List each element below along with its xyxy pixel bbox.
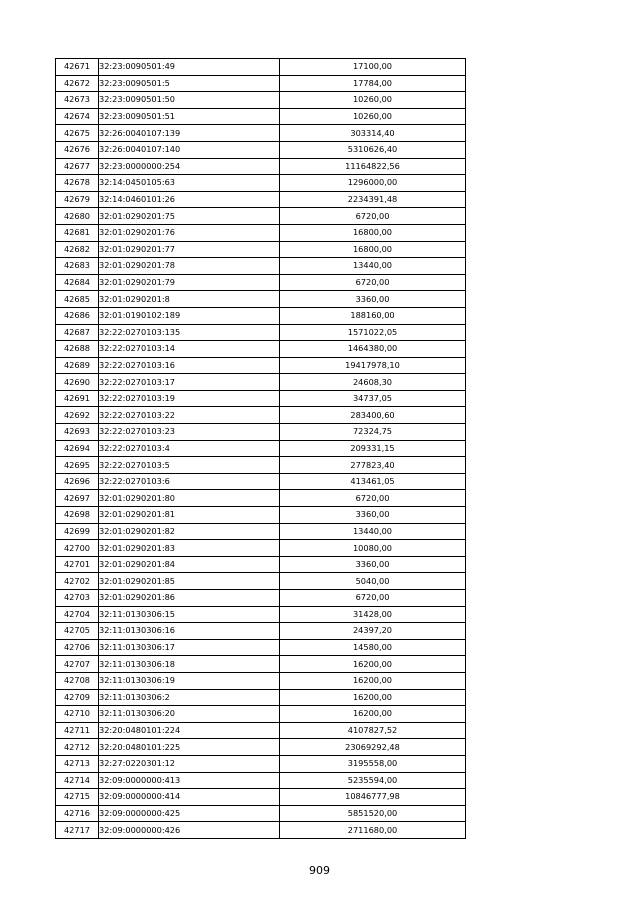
value-cell: 13440,00 <box>280 258 466 275</box>
cadastral-number-cell: 32:23:0090501:51 <box>99 108 280 125</box>
row-number-cell: 42717 <box>56 822 99 839</box>
cadastral-number-cell: 32:22:0270103:16 <box>99 357 280 374</box>
table-row <box>56 623 466 640</box>
table-row <box>56 191 466 208</box>
row-number-cell: 42691 <box>56 390 99 407</box>
row-number-cell: 42694 <box>56 440 99 457</box>
table-row <box>56 606 466 623</box>
row-number-cell: 42699 <box>56 523 99 540</box>
cadastral-number-cell: 32:22:0270103:23 <box>99 424 280 441</box>
table-row <box>56 424 466 441</box>
cadastral-number-cell: 32:01:0290201:75 <box>99 208 280 225</box>
value-cell: 10260,00 <box>280 92 466 109</box>
table-row <box>56 689 466 706</box>
cadastral-number-cell: 32:01:0290201:79 <box>99 274 280 291</box>
row-number-cell: 42692 <box>56 407 99 424</box>
table-row <box>56 556 466 573</box>
row-number-cell: 42689 <box>56 357 99 374</box>
value-cell: 31428,00 <box>280 606 466 623</box>
value-cell: 24397,20 <box>280 623 466 640</box>
cadastral-number-cell: 32:20:0480101:225 <box>99 739 280 756</box>
row-number-cell: 42716 <box>56 805 99 822</box>
value-cell: 1464380,00 <box>280 341 466 358</box>
cadastral-number-cell: 32:22:0270103:14 <box>99 341 280 358</box>
cadastral-number-cell: 32:26:0040107:140 <box>99 141 280 158</box>
cadastral-number-cell: 32:01:0290201:8 <box>99 291 280 308</box>
row-number-cell: 42683 <box>56 258 99 275</box>
value-cell: 3360,00 <box>280 291 466 308</box>
value-cell: 10846777,98 <box>280 789 466 806</box>
value-cell: 6720,00 <box>280 274 466 291</box>
value-cell: 23069292,48 <box>280 739 466 756</box>
value-cell: 303314,40 <box>280 125 466 142</box>
cadastral-number-cell: 32:22:0270103:19 <box>99 390 280 407</box>
table-row <box>56 374 466 391</box>
value-cell: 17784,00 <box>280 75 466 92</box>
value-cell: 5235594,00 <box>280 772 466 789</box>
cadastral-number-cell: 32:23:0090501:5 <box>99 75 280 92</box>
cadastral-number-cell: 32:09:0000000:425 <box>99 805 280 822</box>
row-number-cell: 42709 <box>56 689 99 706</box>
value-cell: 5040,00 <box>280 573 466 590</box>
row-number-cell: 42696 <box>56 473 99 490</box>
value-cell: 5310626,40 <box>280 141 466 158</box>
cadastral-number-cell: 32:01:0290201:83 <box>99 540 280 557</box>
value-cell: 10260,00 <box>280 108 466 125</box>
value-cell: 413461,05 <box>280 473 466 490</box>
value-cell: 13440,00 <box>280 523 466 540</box>
table-row <box>56 341 466 358</box>
table-row <box>56 141 466 158</box>
cadastral-number-cell: 32:09:0000000:426 <box>99 822 280 839</box>
table-row <box>56 755 466 772</box>
table-row <box>56 540 466 557</box>
table-row <box>56 258 466 275</box>
table-row <box>56 291 466 308</box>
row-number-cell: 42686 <box>56 307 99 324</box>
cadastral-number-cell: 32:22:0270103:6 <box>99 473 280 490</box>
table-row <box>56 672 466 689</box>
row-number-cell: 42682 <box>56 241 99 258</box>
cadastral-number-cell: 32:01:0190102:189 <box>99 307 280 324</box>
cadastral-number-cell: 32:20:0480101:224 <box>99 722 280 739</box>
cadastral-number-cell: 32:01:0290201:86 <box>99 590 280 607</box>
table-row <box>56 59 466 76</box>
table-row <box>56 175 466 192</box>
row-number-cell: 42679 <box>56 191 99 208</box>
row-number-cell: 42702 <box>56 573 99 590</box>
row-number-cell: 42675 <box>56 125 99 142</box>
table-row <box>56 772 466 789</box>
row-number-cell: 42674 <box>56 108 99 125</box>
row-number-cell: 42685 <box>56 291 99 308</box>
table-row <box>56 473 466 490</box>
value-cell: 11164822,56 <box>280 158 466 175</box>
table-row <box>56 739 466 756</box>
cadastral-number-cell: 32:26:0040107:139 <box>99 125 280 142</box>
value-cell: 3360,00 <box>280 556 466 573</box>
value-cell: 34737,05 <box>280 390 466 407</box>
cadastral-number-cell: 32:11:0130306:15 <box>99 606 280 623</box>
cadastral-number-cell: 32:01:0290201:76 <box>99 224 280 241</box>
row-number-cell: 42706 <box>56 639 99 656</box>
cadastral-number-cell: 32:11:0130306:17 <box>99 639 280 656</box>
row-number-cell: 42681 <box>56 224 99 241</box>
row-number-cell: 42713 <box>56 755 99 772</box>
cadastral-number-cell: 32:23:0090501:49 <box>99 59 280 76</box>
value-cell: 277823,40 <box>280 457 466 474</box>
cadastral-number-cell: 32:11:0130306:2 <box>99 689 280 706</box>
table-row <box>56 274 466 291</box>
row-number-cell: 42710 <box>56 706 99 723</box>
cadastral-number-cell: 32:11:0130306:19 <box>99 672 280 689</box>
cadastral-number-cell: 32:22:0270103:17 <box>99 374 280 391</box>
cadastral-number-cell: 32:09:0000000:414 <box>99 789 280 806</box>
value-cell: 3195558,00 <box>280 755 466 772</box>
cadastral-number-cell: 32:23:0090501:50 <box>99 92 280 109</box>
value-cell: 6720,00 <box>280 590 466 607</box>
cadastral-number-cell: 32:09:0000000:413 <box>99 772 280 789</box>
table-row <box>56 457 466 474</box>
row-number-cell: 42697 <box>56 490 99 507</box>
row-number-cell: 42708 <box>56 672 99 689</box>
value-cell: 1571022,05 <box>280 324 466 341</box>
row-number-cell: 42672 <box>56 75 99 92</box>
table-row <box>56 656 466 673</box>
cadastral-number-cell: 32:14:0460101:26 <box>99 191 280 208</box>
table-row <box>56 490 466 507</box>
row-number-cell: 42705 <box>56 623 99 640</box>
table-row <box>56 407 466 424</box>
table-row <box>56 440 466 457</box>
row-number-cell: 42714 <box>56 772 99 789</box>
value-cell: 6720,00 <box>280 490 466 507</box>
value-cell: 10080,00 <box>280 540 466 557</box>
value-cell: 16800,00 <box>280 241 466 258</box>
table-row <box>56 390 466 407</box>
value-cell: 16200,00 <box>280 706 466 723</box>
value-cell: 16800,00 <box>280 224 466 241</box>
row-number-cell: 42676 <box>56 141 99 158</box>
cadastral-number-cell: 32:01:0290201:77 <box>99 241 280 258</box>
row-number-cell: 42703 <box>56 590 99 607</box>
table-row <box>56 805 466 822</box>
cadastral-number-cell: 32:22:0270103:22 <box>99 407 280 424</box>
row-number-cell: 42707 <box>56 656 99 673</box>
value-cell: 209331,15 <box>280 440 466 457</box>
table-row <box>56 75 466 92</box>
cadastral-number-cell: 32:14:0450105:63 <box>99 175 280 192</box>
row-number-cell: 42711 <box>56 722 99 739</box>
cadastral-number-cell: 32:27:0220301:12 <box>99 755 280 772</box>
table-row <box>56 158 466 175</box>
cadastral-number-cell: 32:01:0290201:81 <box>99 507 280 524</box>
row-number-cell: 42687 <box>56 324 99 341</box>
value-cell: 4107827,52 <box>280 722 466 739</box>
value-cell: 6720,00 <box>280 208 466 225</box>
value-cell: 16200,00 <box>280 656 466 673</box>
row-number-cell: 42698 <box>56 507 99 524</box>
table-row <box>56 108 466 125</box>
row-number-cell: 42684 <box>56 274 99 291</box>
row-number-cell: 42673 <box>56 92 99 109</box>
cadastral-number-cell: 32:22:0270103:135 <box>99 324 280 341</box>
table-row <box>56 307 466 324</box>
value-cell: 188160,00 <box>280 307 466 324</box>
row-number-cell: 42688 <box>56 341 99 358</box>
table-row <box>56 357 466 374</box>
row-number-cell: 42700 <box>56 540 99 557</box>
value-cell: 1296000,00 <box>280 175 466 192</box>
cadastral-number-cell: 32:22:0270103:4 <box>99 440 280 457</box>
page-number: 909 <box>309 864 330 877</box>
value-cell: 72324,75 <box>280 424 466 441</box>
table-row <box>56 639 466 656</box>
row-number-cell: 42693 <box>56 424 99 441</box>
cadastral-value-table <box>55 58 466 839</box>
table-row <box>56 789 466 806</box>
cadastral-number-cell: 32:23:0000000:254 <box>99 158 280 175</box>
table-row <box>56 208 466 225</box>
table-row <box>56 573 466 590</box>
value-cell: 14580,00 <box>280 639 466 656</box>
table-row <box>56 706 466 723</box>
table-row <box>56 523 466 540</box>
table-row <box>56 241 466 258</box>
cadastral-number-cell: 32:01:0290201:78 <box>99 258 280 275</box>
table-row <box>56 224 466 241</box>
table-body <box>56 59 466 839</box>
value-cell: 16200,00 <box>280 672 466 689</box>
cadastral-number-cell: 32:11:0130306:18 <box>99 656 280 673</box>
cadastral-number-cell: 32:22:0270103:5 <box>99 457 280 474</box>
value-cell: 2234391,48 <box>280 191 466 208</box>
table-row <box>56 324 466 341</box>
row-number-cell: 42671 <box>56 59 99 76</box>
value-cell: 24608,30 <box>280 374 466 391</box>
value-cell: 19417978,10 <box>280 357 466 374</box>
table-row <box>56 822 466 839</box>
row-number-cell: 42690 <box>56 374 99 391</box>
cadastral-number-cell: 32:11:0130306:16 <box>99 623 280 640</box>
table-row <box>56 590 466 607</box>
row-number-cell: 42695 <box>56 457 99 474</box>
cadastral-number-cell: 32:01:0290201:84 <box>99 556 280 573</box>
value-cell: 5851520,00 <box>280 805 466 822</box>
row-number-cell: 42701 <box>56 556 99 573</box>
table-row <box>56 507 466 524</box>
table-row <box>56 125 466 142</box>
value-cell: 16200,00 <box>280 689 466 706</box>
row-number-cell: 42712 <box>56 739 99 756</box>
cadastral-number-cell: 32:01:0290201:80 <box>99 490 280 507</box>
value-cell: 3360,00 <box>280 507 466 524</box>
value-cell: 17100,00 <box>280 59 466 76</box>
table-row <box>56 92 466 109</box>
row-number-cell: 42677 <box>56 158 99 175</box>
row-number-cell: 42680 <box>56 208 99 225</box>
cadastral-number-cell: 32:01:0290201:85 <box>99 573 280 590</box>
cadastral-number-cell: 32:11:0130306:20 <box>99 706 280 723</box>
row-number-cell: 42678 <box>56 175 99 192</box>
table-row <box>56 722 466 739</box>
value-cell: 283400,60 <box>280 407 466 424</box>
value-cell: 2711680,00 <box>280 822 466 839</box>
row-number-cell: 42715 <box>56 789 99 806</box>
cadastral-number-cell: 32:01:0290201:82 <box>99 523 280 540</box>
row-number-cell: 42704 <box>56 606 99 623</box>
